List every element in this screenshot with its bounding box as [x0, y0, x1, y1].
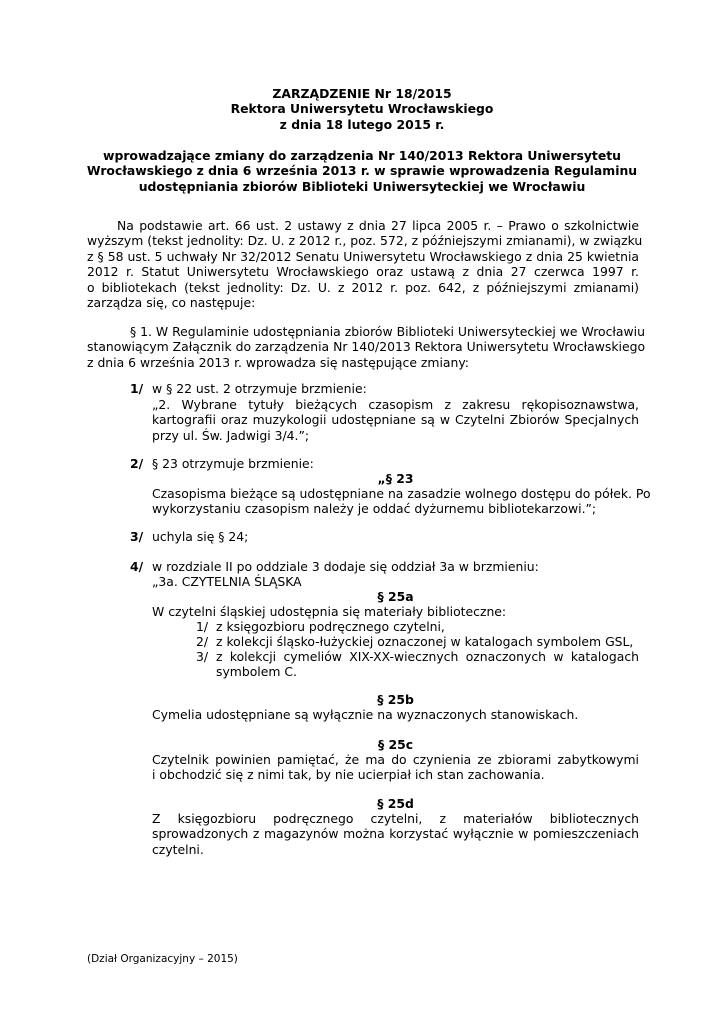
- item-2-number: 2/: [130, 456, 144, 471]
- item-1-intro: w § 22 ust. 2 otrzymuje brzmienie:: [152, 381, 367, 396]
- s25d-line: Z księgozbioru podręcznego czytelni, z materiałów bibliotecznych: [152, 811, 639, 826]
- item-2-heading: „§ 23: [377, 471, 414, 486]
- item-2-line: Czasopisma bieżące są udostępniane na zasadzie wolnego dostępu do półek. Po: [152, 486, 651, 501]
- item-2-text: [152, 486, 651, 517]
- item-3-number: 3/: [130, 529, 144, 544]
- s25b-text: Cymelia udostępniane są wyłącznie na wyznaczonych stanowiskach.: [152, 707, 579, 722]
- item-4-number: 4/: [130, 559, 144, 574]
- item-2-intro: § 23 otrzymuje brzmienie:: [152, 456, 314, 471]
- s25b-heading: § 25b: [377, 692, 414, 707]
- s25a-list-item: [216, 649, 639, 680]
- ordinance-subject: [0, 148, 724, 194]
- section-1-line: stanowiącym Załącznik do zarządzenia Nr 140/2013 Rektora Uniwersytetu Wrocławskiego: [87, 339, 646, 355]
- document-header: [0, 86, 724, 132]
- s25a-list-num: 2/: [196, 634, 209, 649]
- preamble-line: zarządza się, co następuje:: [87, 295, 256, 311]
- ordinance-title: ZARZĄDZENIE Nr 18/2015: [272, 86, 452, 101]
- subject-line: wprowadzające zmiany do zarządzenia Nr 140/2013 Rektora Uniwersytetu: [103, 148, 621, 163]
- s25a-list-num: 1/: [196, 619, 209, 634]
- section-1-line: z dnia 6 września 2013 r. wprowadza się następujące zmiany:: [87, 354, 469, 370]
- preamble-line: Na podstawie art. 66 ust. 2 ustawy z dnia 27 lipca 2005 r. – Prawo o szkolnictwie: [117, 218, 639, 233]
- preamble: [87, 218, 643, 311]
- s25c-line: i obchodzić się z nimi tak, by nie ucierpiał ich stan zachowania.: [152, 767, 545, 783]
- s25d-heading: § 25d: [377, 796, 414, 811]
- s25a-list-num: 3/: [196, 649, 209, 664]
- s25a-heading: § 25a: [377, 589, 414, 604]
- item-3-intro: uchyla się § 24;: [152, 529, 249, 544]
- preamble-line: o bibliotekach (tekst jednolity: Dz. U. z 2012 r. poz. 642, z późniejszymi zmianami): [87, 279, 639, 295]
- page-footer: (Dział Organizacyjny – 2015): [87, 953, 238, 965]
- subject-line: udostępniania zbiorów Biblioteki Uniwersyteckiej we Wrocławiu: [138, 178, 586, 194]
- s25c-line: Czytelnik powinien pamiętać, że ma do czynienia ze zbiorami zabytkowymi: [152, 752, 639, 767]
- section-1: [87, 324, 646, 370]
- s25a-list-line: z kolekcji cymeliów XIX-XX-wiecznych oznaczonych w katalogach: [216, 649, 639, 664]
- ordinance-issuer: Rektora Uniwersytetu Wrocławskiego: [230, 101, 494, 117]
- item-2-line: wykorzystaniu czasopism należy je oddać dyżurnemu bibliotekarzowi.”;: [152, 501, 597, 517]
- s25d-line: sprowadzonych z magazynów można korzystać wyłącznie w pomieszczeniach: [152, 826, 639, 842]
- item-1-line: „2. Wybrane tytuły bieżących czasopism z zakresu rękopisoznawstwa,: [152, 397, 639, 412]
- preamble-line: wyższym (tekst jednolity: Dz. U. z 2012 r., poz. 572, z późniejszymi zmianami), w związku: [87, 233, 643, 249]
- subject-line: Wrocławskiego z dnia 6 września 2013 r. w sprawie wprowadzenia Regulaminu: [86, 163, 638, 179]
- s25a-intro: W czytelni śląskiej udostępnia się materiały biblioteczne:: [152, 604, 507, 619]
- item-1-number: 1/: [130, 381, 144, 396]
- item-4-intro: w rozdziale II po oddziale 3 dodaje się oddział 3a w brzmieniu:: [152, 559, 539, 574]
- preamble-line: 2012 r. Statut Uniwersytetu Wrocławskiego oraz ustawą z dnia 27 czerwca 1997 r.: [87, 264, 639, 280]
- ordinance-date: z dnia 18 lutego 2015 r.: [279, 116, 445, 132]
- chapter-title: „3a. CZYTELNIA ŚLĄSKA: [152, 574, 302, 589]
- s25d-line: czytelni.: [152, 841, 204, 857]
- item-1-text: [152, 397, 639, 443]
- s25d-text: [152, 811, 639, 857]
- s25c-text: [152, 752, 639, 783]
- s25a-list-line: symbolem C.: [216, 664, 297, 680]
- preamble-line: z § 58 ust. 5 uchwały Nr 32/2012 Senatu Uniwersytetu Wrocławskiego z dnia 25 kwietnia: [87, 248, 639, 264]
- section-1-line: § 1. W Regulaminie udostępniania zbiorów Biblioteki Uniwersyteckiej we Wrocławiu: [130, 324, 645, 339]
- s25a-list-item: z księgozbioru podręcznego czytelni,: [216, 619, 445, 634]
- s25c-heading: § 25c: [377, 737, 414, 752]
- s25a-list-item: z kolekcji śląsko-łużyckiej oznaczonej w katalogach symbolem GSL,: [216, 634, 634, 649]
- item-1-line: kartografii oraz muzykologii udostępniane są w Czytelni Zbiorów Specjalnych: [152, 412, 639, 428]
- item-1-line: przy ul. Św. Jadwigi 3/4.”;: [152, 427, 310, 443]
